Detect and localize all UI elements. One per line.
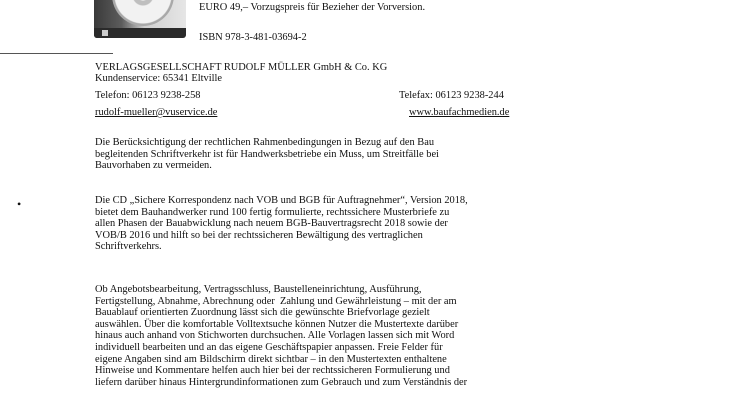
publisher-fax: Telefax: 06123 9238-244: [399, 90, 504, 101]
publisher-phone: Telefon: 06123 9238-258: [95, 90, 201, 101]
paragraph-line: individuell bearbeiten und an das eigene Geschäftspapier anpassen. Freie Felder für: [95, 341, 443, 353]
publisher-service: Kundenservice: 65341 Eltville: [95, 73, 222, 84]
paragraph-line: eigene Angaben sind am Bildschirm direkt sichtbar – in den Mustertexten enthaltene: [95, 353, 447, 365]
paragraph-line: Ob Angebotsbearbeitung, Vertragsschluss, Baustelleneinrichtung, Ausführung,: [95, 284, 422, 295]
paragraph-line: hinaus auch anhand von Stichworten durchsuchen. Alle Vorlagen lassen sich mit Word: [95, 330, 455, 342]
list-bullet: •: [17, 197, 22, 211]
divider: [0, 53, 113, 54]
paragraph-line: Die CD „Sichere Korrespondenz nach VOB und BGB für Auftragnehmer“, Version 2018,: [95, 195, 468, 206]
publisher-name: VERLAGSGESELLSCHAFT RUDOLF MÜLLER GmbH & Co. KG: [95, 62, 388, 73]
product-price: EURO 49,– Vorzugspreis für Bezieher der Vorversion.: [199, 2, 426, 13]
paragraph-line: Hinweise und Kommentare helfen auch hier bei der rechtssicheren Formulierung und: [95, 365, 450, 377]
publisher-email-link[interactable]: rudolf-mueller@vuservice.de: [95, 107, 218, 118]
product-isbn: ISBN 978-3-481-03694-2: [199, 32, 307, 43]
product-cd-image: [94, 0, 186, 38]
paragraph-line: allen Phasen der Bauabwicklung nach neuem BGB-Bauvertragsrecht 2018 sowie der: [95, 218, 448, 230]
paragraph-line: bietet dem Bauhandwerker rund 100 fertig formulierte, rechtssichere Musterbriefe zu: [95, 206, 450, 218]
paragraph-line: Die Berücksichtigung der rechtlichen Rahmenbedingungen in Bezug auf den Bau: [95, 137, 435, 148]
paragraph-line: Schriftverkehrs.: [95, 241, 162, 253]
paragraph-intro: [95, 137, 555, 172]
cd-disc-icon: [112, 0, 174, 26]
paragraph-line: auswählen. Über die komfortable Volltextsuche können Nutzer die Mustertexte darüber: [95, 318, 459, 330]
paragraph-cd-description: [95, 195, 555, 253]
paragraph-line: liefern darüber hinaus Hintergrundinformationen zum Gebrauch und zum Verständnis der: [95, 376, 468, 388]
paragraph-line: Fertigstellung, Abnahme, Abrechnung oder Zahlung und Gewährleistung – mit der am: [95, 295, 457, 307]
publisher-website-link[interactable]: www.baufachmedien.de: [409, 107, 510, 118]
paragraph-line: Bauvorhaben zu vermeiden.: [95, 160, 212, 172]
paragraph-line: VOB/B 2016 und hilft so bei der rechtssicheren Bewältigung des vertraglichen: [95, 229, 423, 241]
paragraph-features: [95, 284, 555, 388]
cd-cover-strip: [94, 28, 186, 38]
paragraph-line: begleitenden Schriftverkehr ist für Handwerksbetriebe ein Muss, um Streitfälle bei: [95, 148, 439, 160]
paragraph-line: Bauablauf orientierten Zuordnung lässt sich die gewünschte Briefvorlage gezielt: [95, 307, 430, 319]
